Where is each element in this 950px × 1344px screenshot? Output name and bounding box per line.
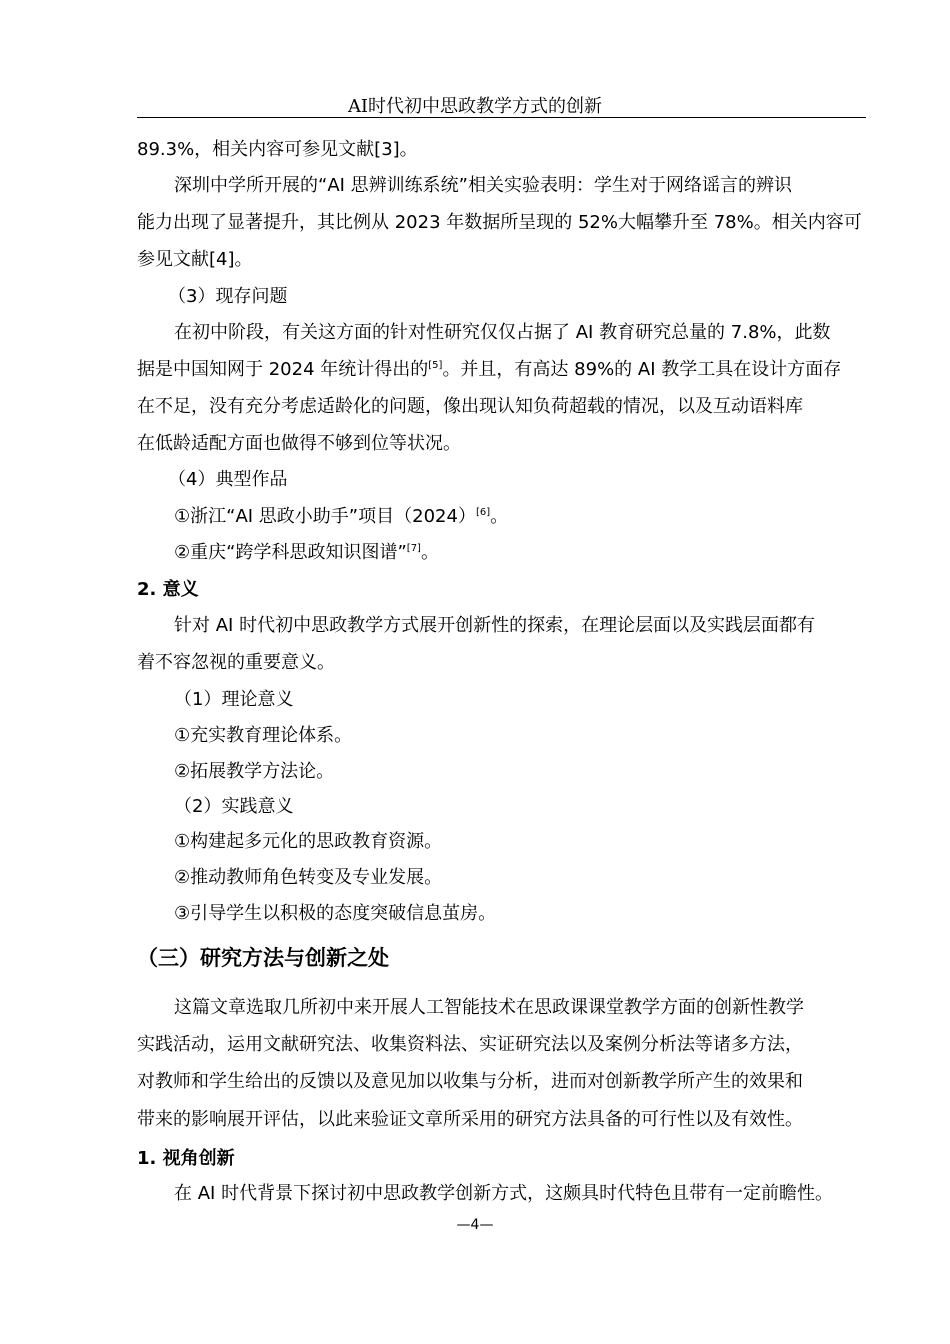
subheading: （3）现存问题 xyxy=(168,286,288,307)
body-line: 这篇文章选取几所初中来开展人工智能技术在思政课课堂教学方面的创新性教学 xyxy=(174,997,804,1018)
citation-ref: [7] xyxy=(406,543,421,554)
body-line: 89.3%，相关内容可参见文献[3]。 xyxy=(137,139,418,160)
citation-ref: [5] xyxy=(428,360,443,371)
subheading: （1）理论意义 xyxy=(174,689,294,710)
body-line: 参见文献[4]。 xyxy=(137,249,253,270)
section-heading: 1. 视角创新 xyxy=(137,1148,235,1169)
chapter-heading: （三）研究方法与创新之处 xyxy=(137,946,389,970)
body-line: 在低龄适配方面也做得不够到位等状况。 xyxy=(137,433,461,454)
list-item: ③引导学生以积极的态度突破信息茧房。 xyxy=(174,903,497,924)
list-item: ①浙江“AI 思政小助手”项目（2024）[6]。 xyxy=(174,506,509,527)
list-item: ①充实教育理论体系。 xyxy=(174,725,353,746)
body-line: 在 AI 时代背景下探讨初中思政教学创新方式，这颇具时代特色且带有一定前瞻性。 xyxy=(174,1183,834,1204)
page-number: —4— xyxy=(456,1217,494,1233)
body-line: 在初中阶段，有关这方面的针对性研究仅仅占据了 AI 教育研究总量的 7.8%，此数 xyxy=(174,322,831,343)
body-line: 着不容忽视的重要意义。 xyxy=(137,652,335,673)
list-item: ②推动教师角色转变及专业发展。 xyxy=(174,867,443,888)
body-line: 在不足，没有充分考虑适龄化的问题，像出现认知负荷超载的情况，以及互动语料库 xyxy=(137,396,803,417)
body-line: 深圳中学所开展的“AI 思辨训练系统”相关实验表明：学生对于网络谣言的辨识 xyxy=(174,175,792,196)
section-heading: 2. 意义 xyxy=(137,579,199,600)
subheading: （4）典型作品 xyxy=(168,469,288,490)
list-item: ①构建起多元化的思政教育资源。 xyxy=(174,831,443,852)
body-line: 实践活动，运用文献研究法、收集资料法、实证研究法以及案例分析法等诸多方法， xyxy=(137,1034,803,1055)
subheading: （2）实践意义 xyxy=(174,796,294,817)
list-item: ②重庆“跨学科思政知识图谱”[7]。 xyxy=(174,542,439,563)
running-header-title: AI时代初中思政教学方式的创新 xyxy=(347,96,603,117)
body-line: 对教师和学生给出的反馈以及意见加以收集与分析，进而对创新教学所产生的效果和 xyxy=(137,1071,803,1092)
body-line: 针对 AI 时代初中思政教学方式展开创新性的探索，在理论层面以及实践层面都有 xyxy=(174,615,816,636)
list-item: ②拓展教学方法论。 xyxy=(174,761,335,782)
citation-ref: [6] xyxy=(475,507,491,518)
body-line: 能力出现了显著提升，其比例从 2023 年数据所呈现的 52%大幅攀升至 78%。相关内容可 xyxy=(137,212,862,233)
header-rule xyxy=(137,117,866,118)
body-line: 带来的影响展开评估，以此来验证文章所采用的研究方法具备的可行性以及有效性。 xyxy=(137,1109,803,1130)
body-line: 据是中国知网于 2024 年统计得出的[5]。并且，有高达 89%的 AI 教学工具在设计方面存 xyxy=(137,359,842,380)
